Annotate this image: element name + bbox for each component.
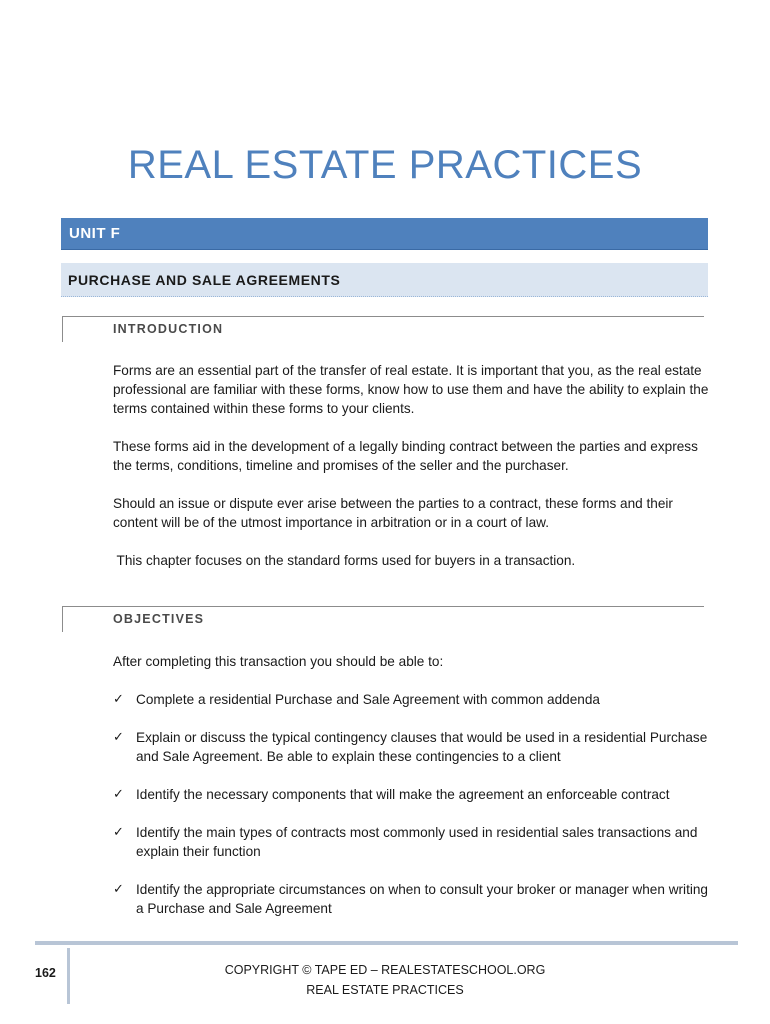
section-banner (61, 263, 708, 297)
objective-text: Complete a residential Purchase and Sale Agreement with common addenda (136, 692, 600, 707)
objectives-lead: After completing this transaction you should be able to: (113, 654, 444, 669)
footer-text (70, 960, 700, 1000)
objective-text: Identify the appropriate circumstances on when to consult your broker or manager when writing a Purchase and Sale Agreement (136, 882, 708, 916)
objective-item (113, 690, 713, 709)
footer-divider (35, 941, 738, 945)
section-label: PURCHASE AND SALE AGREEMENTS (68, 271, 341, 288)
objective-item (113, 785, 713, 804)
copyright-line: COPYRIGHT © TAPE ED – REALESTATESCHOOL.ORG (224, 963, 546, 977)
objectives-heading: OBJECTIVES (113, 612, 205, 626)
intro-paragraph: This chapter focuses on the standard forms used for buyers in a transaction. (113, 553, 576, 568)
objective-text: Identify the necessary components that will make the agreement an enforceable contract (136, 787, 670, 802)
checkmark-icon: ✓ (113, 882, 124, 897)
introduction-heading: INTRODUCTION (113, 322, 224, 336)
unit-banner (61, 218, 708, 250)
page-title: REAL ESTATE PRACTICES (127, 143, 643, 187)
book-title-line: REAL ESTATE PRACTICES (306, 983, 464, 997)
intro-paragraph: Forms are an essential part of the transfer of real estate. It is important that you, as the real estate professional are familiar with these forms, know how to use them and have the ability to explain the terms contained within these forms to your clients. (113, 363, 709, 416)
objectives-heading-box (62, 606, 704, 632)
checkmark-icon: ✓ (113, 787, 124, 802)
checkmark-icon: ✓ (113, 825, 124, 840)
objective-text: Explain or discuss the typical contingency clauses that would be used in a residential Purchase and Sale Agreement. Be able to explain these contingencies to a client (136, 730, 708, 764)
objective-item (113, 823, 713, 861)
checkmark-icon: ✓ (113, 730, 124, 745)
intro-paragraph: Should an issue or dispute ever arise between the parties to a contract, these forms and their content will be of the utmost importance in arbitration or in a court of law. (113, 496, 673, 530)
objective-item (113, 880, 713, 918)
objective-text: Identify the main types of contracts most commonly used in residential sales transactions and explain their function (136, 825, 698, 859)
introduction-heading-box (62, 316, 704, 342)
intro-paragraph: These forms aid in the development of a legally binding contract between the parties and express the terms, conditions, timeline and promises of the seller and the purchaser. (113, 439, 698, 473)
unit-label: UNIT F (69, 225, 121, 242)
checkmark-icon: ✓ (113, 692, 124, 707)
objective-item (113, 728, 713, 766)
page-number: 162 (35, 966, 56, 980)
